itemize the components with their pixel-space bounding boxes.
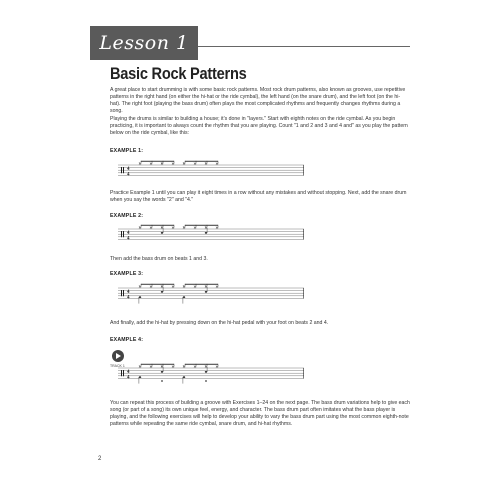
- count-label: +: [194, 365, 196, 369]
- percussion-clef: [121, 370, 122, 376]
- snare-note: [205, 371, 207, 373]
- count-label: 2: [161, 365, 163, 369]
- banner-rule: [198, 46, 410, 47]
- percussion-clef: [121, 167, 122, 173]
- beam: [141, 161, 174, 162]
- time-signature-bottom: 4: [127, 172, 130, 178]
- layers-paragraph: Playing the drums is similar to building a house; it's done in "layers." Start with eighth notes on the ride cymbal. As you begin practicing, it is important to always count the rhythm that you are playing. Count "1 and 2 and 3 and 4 and" as you play the pattern below on the ride cymbal, like this:: [110, 116, 408, 136]
- example-3-staff: [118, 283, 304, 307]
- beam: [185, 225, 218, 226]
- example-4-label: EXAMPLE 4:: [110, 337, 144, 343]
- beam: [185, 364, 218, 365]
- example-2-staff: [118, 224, 304, 248]
- time-signature-top: 4: [127, 230, 130, 236]
- snare-note: [161, 371, 163, 373]
- count-label: +: [172, 285, 174, 289]
- time-signature-bottom: 4: [127, 236, 130, 242]
- percussion-clef: [123, 290, 124, 296]
- count-label: 3: [183, 365, 185, 369]
- time-signature-bottom: 4: [127, 295, 130, 301]
- example-4-staff: [118, 363, 304, 387]
- time-signature-bottom: 4: [127, 375, 130, 381]
- count-label: +: [150, 365, 152, 369]
- beam: [141, 284, 174, 285]
- snare-note: [161, 232, 163, 234]
- example-3-label: EXAMPLE 3:: [110, 271, 144, 277]
- count-label: 2: [161, 285, 163, 289]
- track-label: TRACK 1: [110, 364, 125, 368]
- intro-paragraph: A great place to start drumming is with some basic rock patterns. Most rock drum patterns, also known as grooves, use repetitive patterns in the right hand (on either the hi-hat or the ride cymbal), the left hand (on the snare drum), and the left foot (on the hi-hat). The right foot (playing the bass drum) often plays the most complicated rhythms and frequently changes rhythms during a song.: [110, 87, 406, 114]
- bass-note: [183, 296, 185, 298]
- snare-note: [205, 232, 207, 234]
- percussion-clef: [123, 231, 124, 237]
- count-label: 4: [205, 226, 207, 230]
- time-signature-top: 4: [127, 166, 130, 172]
- percussion-clef: [123, 167, 124, 173]
- example-2-label: EXAMPLE 2:: [110, 213, 144, 219]
- count-label: +: [216, 285, 218, 289]
- count-label: +: [150, 162, 152, 166]
- count-label: 2: [161, 226, 163, 230]
- count-label: 1: [139, 285, 141, 289]
- count-label: 1: [139, 226, 141, 230]
- snare-note: [161, 291, 163, 293]
- count-label: +: [150, 226, 152, 230]
- count-label: +: [216, 162, 218, 166]
- example-1-label: EXAMPLE 1:: [110, 148, 144, 154]
- practice-paragraph: Practice Example 1 until you can play it eight times in a row without any mistakes and without stopping. Next, add the snare drum when you say the words "2" and "4.": [110, 190, 407, 203]
- count-label: 4: [205, 162, 207, 166]
- beam: [185, 284, 218, 285]
- hihat-paragraph: And finally, add the hi-hat by pressing down on the hi-hat pedal with your foot on beats 2 and 4.: [110, 320, 329, 326]
- closing-paragraph: You can repeat this process of building a groove with Exercises 1–24 on the next page. The bass drum variations help to give each song (or part of a song) its own unique feel, energy, and character. The bass drum part often imitates what the bass player is playing, and the following exercises will help to develop your ability to vary the bass drum part using the most common eighth-note patterns while repeating the same ride cymbal, snare drum, and hi-hat rhythms.: [110, 400, 410, 427]
- count-label: 2: [161, 162, 163, 166]
- bass-note: [139, 296, 141, 298]
- count-label: 4: [205, 285, 207, 289]
- page-number: 2: [98, 456, 102, 462]
- snare-note: [205, 291, 207, 293]
- count-label: +: [194, 226, 196, 230]
- count-label: 1: [139, 162, 141, 166]
- count-label: +: [216, 226, 218, 230]
- count-label: +: [194, 162, 196, 166]
- time-signature-top: 4: [127, 289, 130, 295]
- count-label: +: [172, 162, 174, 166]
- lesson-banner: [90, 26, 198, 60]
- count-label: 3: [183, 226, 185, 230]
- beam: [185, 161, 218, 162]
- count-label: +: [172, 365, 174, 369]
- count-label: +: [150, 285, 152, 289]
- count-label: 3: [183, 285, 185, 289]
- beam: [141, 225, 174, 226]
- percussion-clef: [121, 231, 122, 237]
- count-label: +: [194, 285, 196, 289]
- count-label: 4: [205, 365, 207, 369]
- bass-note: [183, 376, 185, 378]
- time-signature-top: 4: [127, 369, 130, 375]
- lesson-label: Lesson 1: [99, 32, 189, 54]
- count-label: +: [172, 226, 174, 230]
- count-label: 1: [139, 365, 141, 369]
- count-label: 3: [183, 162, 185, 166]
- bass-note: [139, 376, 141, 378]
- play-audio-icon[interactable]: [112, 350, 124, 362]
- example-1-staff: [118, 160, 304, 184]
- bass-paragraph: Then add the bass drum on beats 1 and 3.: [110, 256, 208, 262]
- beam: [141, 364, 174, 365]
- page-title: Basic Rock Patterns: [110, 64, 247, 83]
- percussion-clef: [121, 290, 122, 296]
- percussion-clef: [123, 370, 124, 376]
- count-label: +: [216, 365, 218, 369]
